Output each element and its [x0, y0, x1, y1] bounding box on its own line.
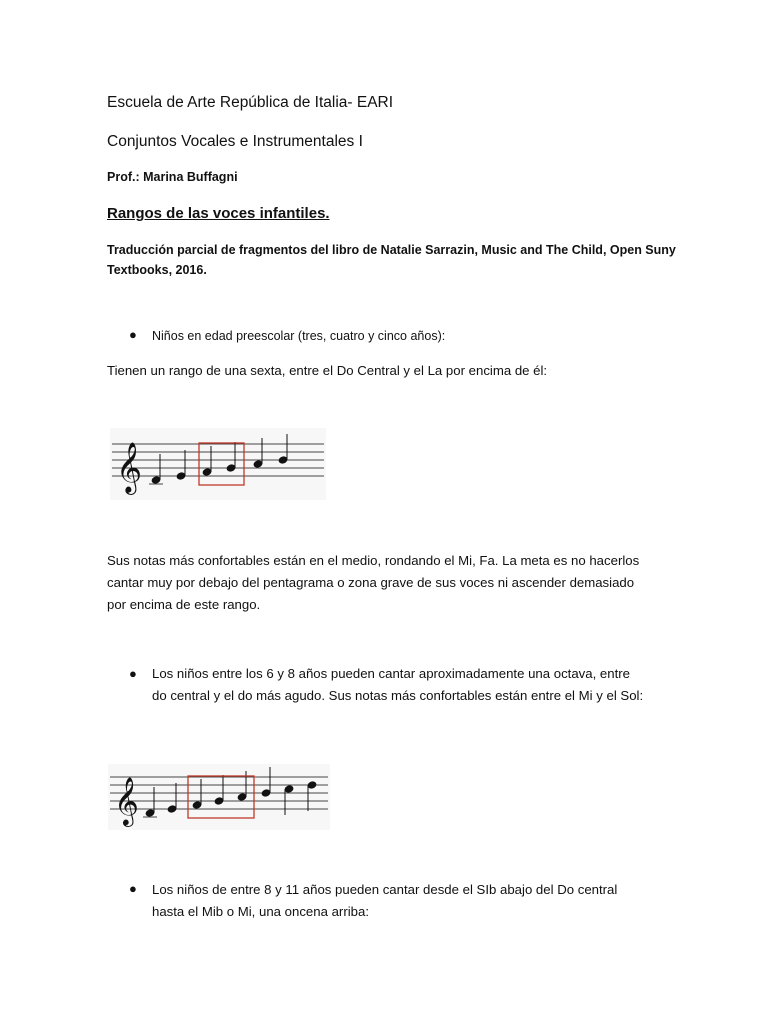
section-2-bullet-2: do central y el do más agudo. Sus notas más confortables están entre el Mi y el Sol:: [152, 688, 644, 703]
professor-name: Prof.: Marina Buffagni: [107, 170, 238, 184]
bullet-icon: ●: [129, 327, 137, 342]
section-1-bullet: Niños en edad preescolar (tres, cuatro y cinco años):: [152, 329, 446, 343]
section-1-intro: Tienen un rango de una sexta, entre el Do Central y el La por encima de él:: [107, 363, 548, 378]
section-1-desc-2: cantar muy por debajo del pentagrama o zona grave de sus voces ni ascender demasiado: [107, 575, 635, 590]
school-name: Escuela de Arte República de Italia- EARI: [107, 94, 394, 111]
source-line-2: Textbooks, 2016.: [107, 263, 207, 277]
section-1-desc-3: por encima de este rango.: [107, 597, 261, 612]
staff-preschool: [110, 428, 326, 500]
section-2-bullet-1: Los niños entre los 6 y 8 años pueden cantar aproximadamente una octava, entre: [152, 666, 630, 681]
bullet-icon: ●: [129, 881, 137, 896]
section-3-bullet-2: hasta el Mib o Mi, una oncena arriba:: [152, 904, 369, 919]
section-1-desc-1: Sus notas más confortables están en el medio, rondando el Mi, Fa. La meta es no hacerlos: [107, 553, 640, 568]
treble-clef-icon: 𝄞: [116, 442, 143, 493]
section-3-bullet-1: Los niños de entre 8 y 11 años pueden cantar desde el SIb abajo del Do central: [152, 882, 618, 897]
course-name: Conjuntos Vocales e Instrumentales I: [107, 133, 363, 150]
source-line-1: Traducción parcial de fragmentos del libro de Natalie Sarrazin, Music and The Child, Open Suny: [107, 243, 676, 257]
staff-6-8-years: [108, 764, 330, 830]
page-title: Rangos de las voces infantiles.: [107, 205, 330, 222]
bullet-icon: ●: [129, 666, 137, 681]
treble-clef-icon: 𝄞: [114, 776, 139, 825]
